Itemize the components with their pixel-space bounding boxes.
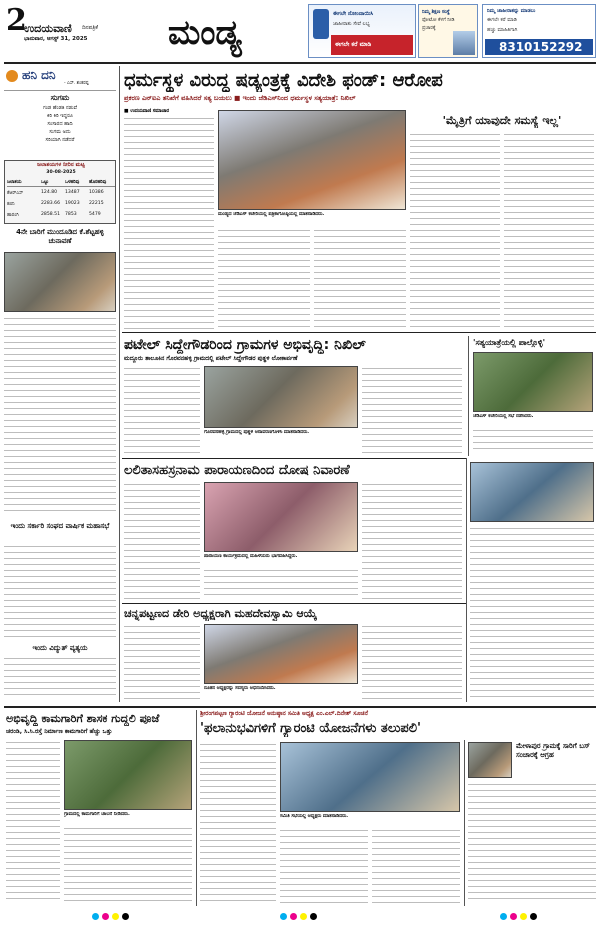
registration-dot: [102, 913, 109, 920]
right-column-body: [470, 526, 594, 702]
lead-photo: [218, 110, 406, 210]
sidebar-story-3-headline: ಇಂದು ವಿದ್ಯುತ್ ವ್ಯತ್ಯಯ: [32, 644, 88, 652]
table-row: [7, 211, 115, 221]
story2-body-col2: [362, 366, 462, 456]
sidebar: [4, 66, 116, 702]
ad1-line3: ಪ್ರಚಾರಕ್ಕೆ: [422, 26, 436, 31]
lead-side-body-col1: [410, 132, 500, 330]
table-cell: ಕಬಿನಿ: [7, 202, 15, 207]
registration-dot: [500, 913, 507, 920]
quote-line-2: ಕಿರಿ ಕಿರಿ ಇದ್ದರೂ: [47, 113, 73, 119]
page-number: 2: [6, 3, 27, 38]
registration-dot: [310, 913, 317, 920]
edition-label: ದಿನಪತ್ರಿಕೆ: [82, 25, 98, 31]
phone-graphic: [313, 9, 329, 39]
bottom-rule: [4, 706, 596, 708]
date-line: ಭಾನುವಾರ, ಆಗಸ್ಟ್ 31, 2025: [24, 36, 88, 42]
registration-dot: [112, 913, 119, 920]
story4-headline: ಚನ್ನಪಟ್ಟಣದ ಡೇರಿ ಅಧ್ಯಕ್ಷರಾಗಿ ಮಹದೇವಸ್ವಾಮಿ ಆಯ್ಕೆ: [124, 607, 317, 620]
sidebar-story-1-photo: [4, 252, 116, 312]
bottom-left-headline: ಅಭಿವೃದ್ಧಿ ಕಾಮಗಾರಿಗೆ ಶಾಸಕ ಗುದ್ದಲಿ ಪೂಜೆ: [6, 712, 160, 725]
story2-side-photo: [473, 352, 593, 412]
table-cell: 7853: [65, 212, 77, 217]
registration-dot: [290, 913, 297, 920]
registration-dot: [530, 913, 537, 920]
story4-photo-caption: ನೂತನ ಅಧ್ಯಕ್ಷರನ್ನು ಸದಸ್ಯರು ಅಭಿನಂದಿಸಿದರು.: [204, 686, 276, 691]
table-row: [7, 189, 115, 199]
registration-marks-right: [500, 913, 537, 920]
center-ad-line2: ಜಾಹೀರಾತು ಸೇವೆ ಲಭ್ಯ: [333, 21, 370, 27]
lead-body-col2: [218, 228, 310, 330]
story2-body-col1: [124, 366, 200, 456]
story3-body-col1: [124, 482, 200, 600]
right-column-divider: [466, 458, 467, 702]
story4-photo: [204, 624, 358, 684]
story2-subhead: ಮದ್ದೂರು ತಾಲೂಕಿನ ಗೊರವನಹಳ್ಳಿ ಗ್ರಾಮದಲ್ಲಿ ಪಟೇಲ್ ಸಿದ್ದೇಗೌಡರ ಪುತ್ಥಳಿ ಲೋಕಾರ್ಪಣೆ: [124, 355, 298, 362]
table-header: ಒಳಹರಿವು: [65, 180, 80, 185]
bottom-mid-caption: ಸಮಿತಿ ಸಭೆಯಲ್ಲಿ ಅಧ್ಯಕ್ಷರು ಮಾತನಾಡಿದರು.: [280, 814, 349, 819]
bottom-mid-body-col1: [200, 742, 276, 904]
lead-body-col1: [124, 116, 214, 330]
bottom-right-photo: [468, 742, 512, 778]
registration-marks-center: [280, 913, 317, 920]
bottom-right-box: [468, 742, 596, 904]
lead-subhead: ಪ್ರಕರಣ ಎನ್‌ಐಎ ತನಿಖೆಗೆ ವಹಿಸಿದರೆ ಸತ್ಯ ಬಯಲು ■ ಇಂದು ಜೆಡಿಎಸ್‌ನಿಂದ ಧರ್ಮಸ್ಥಳ ಸತ್ಯಯಾತ್ರೆ: ನಿಖಿಲ್: [124, 94, 356, 102]
ad2-phone[interactable]: 8310152292: [499, 40, 583, 54]
right-column-photo: [470, 462, 594, 522]
bottom-right-headline: ಮೇಳಾಪುರ ಗ್ರಾಮಕ್ಕೆ ಸಾರಿಗೆ ಬಸ್ ಸಂಚಾರಕ್ಕೆ ಆಗ್ರಹ: [516, 742, 590, 759]
lead-rule: [122, 332, 596, 333]
center-ad[interactable]: [308, 4, 416, 58]
table-header: ಹೊರಹರಿವು: [89, 180, 107, 185]
table-cell: 19023: [65, 201, 80, 206]
table-date: 30-08-2025: [46, 170, 76, 175]
paper-name: ಉದಯವಾಣಿ: [24, 22, 72, 35]
table-row: [7, 200, 115, 210]
table-cell: 2858.51: [41, 212, 60, 217]
story4-body-col1: [124, 624, 200, 702]
registration-dot: [92, 913, 99, 920]
story3-headline: ಲಲಿತಾಸಹಸ್ರನಾಮ ಪಾರಾಯಣದಿಂದ ದೋಷ ನಿವಾರಣೆ: [124, 463, 350, 478]
quote-box: [4, 90, 116, 156]
lead-side-headline: 'ಮೈತ್ರಿಗೆ ಯಾವುದೇ ಸಮಸ್ಯೆ ಇಲ್ಲ': [442, 114, 562, 127]
lead-headline: ಧರ್ಮಸ್ಥಳ ವಿರುದ್ಧ ಷಡ್ಯಂತ್ರಕ್ಕೆ ವಿದೇಶಿ ಫಂಡ್: ಆರೋಪ: [124, 70, 443, 91]
story3-body-col3: [362, 482, 462, 600]
story2-photo-caption: ಗೊರವನಹಳ್ಳಿ ಗ್ರಾಮದಲ್ಲಿ ಪುತ್ಥಳಿ ಅನಾವರಣಗೊಳಿಸಿ ಮಾತನಾಡಿದರು.: [204, 430, 310, 435]
table-cell: 22215: [89, 201, 104, 206]
story2-side-body: [473, 428, 593, 454]
ad1-line1: ನಿಮ್ಮ ಶಿಕ್ಷಣ ಸಂಸ್ಥೆ: [422, 10, 450, 15]
registration-dot: [300, 913, 307, 920]
story3-photo: [204, 482, 358, 552]
ad2-line2: ಈಗಲೇ ಕರೆ ಮಾಡಿ: [487, 17, 517, 23]
lead-photo-caption: ಮಂಡ್ಯದ ಜೆಡಿಎಸ್ ಕಚೇರಿಯಲ್ಲಿ ಪತ್ರಿಕಾಗೋಷ್ಠಿಯಲ್ಲಿ ಮಾತನಾಡಿದರು.: [218, 212, 325, 217]
lead-side-body-col2: [504, 132, 594, 330]
lead-byline: ■ ಉದಯವಾಣಿ ಸಮಾಚಾರ: [124, 109, 170, 114]
story2-photo: [204, 366, 358, 428]
bottom-mid-headline: 'ಫಲಾನುಭವಿಗಳಿಗೆ ಗ್ಯಾರಂಟಿ ಯೋಜನೆಗಳು ತಲುಪಲಿ': [200, 721, 421, 736]
table-header-row: [7, 178, 115, 187]
story3-photo-caption: ಪಾರಾಯಣ ಕಾರ್ಯಕ್ರಮದಲ್ಲಿ ಮಹಿಳೆಯರು ಭಾಗವಹಿಸಿದ್ದರು.: [204, 554, 298, 559]
sidebar-story-1-body: [4, 316, 116, 516]
table-cell: 124.80: [41, 190, 58, 195]
ad1-photo: [453, 31, 475, 55]
ad2-phone-band: [485, 39, 593, 55]
bottom-mid-kicker: ಶ್ರೀರಂಗಪಟ್ಟಣ ಗ್ಯಾರಂಟಿ ಯೋಜನೆ ಅನುಷ್ಠಾನ ಸಮಿತಿ ಅಧ್ಯಕ್ಷ ಎಂ.ಎಲ್.ದಿನೇಶ್ ಸೂಚನೆ: [200, 710, 368, 717]
masthead-rule: [4, 62, 596, 64]
quote-line-1: ಗಂಡ ಹೆಂಡತಿ ನಡುವೆ: [43, 105, 77, 111]
quote-title: ಸುಗಮ: [50, 93, 70, 102]
bottom-divider-2: [464, 740, 465, 906]
sidebar-story-1-headline: 4ನೇ ಬಾರಿಗೆ ಮುಂದೂಡಿದ ಕೆ.ಶೆಟ್ಟಹಳ್ಳಿ ಚುನಾವಣೆ: [16, 228, 104, 245]
brand-icon: [6, 70, 18, 82]
ad1-line2: ಫೋಟೋ ಕೆಳಗೆ ನೀಡಿ: [422, 18, 455, 23]
table-cell: 10386: [89, 190, 104, 195]
center-ad-line1: ಈಗಲೇ ನೋಂದಾಯಿಸಿ: [333, 11, 374, 17]
sidebar-story-2-body: [4, 544, 116, 638]
story3-body-col2: [204, 568, 358, 600]
reservoir-table: [4, 160, 116, 224]
registration-dot: [510, 913, 517, 920]
brand-box: [4, 66, 116, 90]
education-ad[interactable]: [418, 4, 478, 58]
bottom-left-photo: [64, 740, 192, 810]
quote-line-4: ಸುಗಮ ಅದು: [49, 129, 71, 135]
advertise-ad[interactable]: [482, 4, 596, 58]
ad1-line4: ಈಗಲೇ ಕರೆ ಮಾಡಿ: [335, 41, 372, 48]
registration-marks-left: [92, 913, 129, 920]
story4-rule: [122, 603, 466, 604]
sidebar-story-3-body: [4, 656, 116, 700]
registration-dot: [122, 913, 129, 920]
registration-dot: [520, 913, 527, 920]
table-header: ಒಟ್ಟು: [41, 180, 49, 185]
masthead: [0, 0, 600, 62]
lead-body-col3: [314, 228, 406, 330]
bottom-mid-body-col2: [280, 828, 368, 904]
bottom-mid-body-col3: [372, 828, 460, 904]
story2-side-caption: ಜೆಡಿಎಸ್ ಕಚೇರಿಯಲ್ಲಿ ಸಭೆ ನಡೆಸಿದರು.: [473, 414, 534, 419]
ad2-line1: ನಿಮ್ಮ ಜಾಹೀರಾತನ್ನು ಮಾಡಲು: [487, 8, 536, 14]
story2-side-headline: 'ಸತ್ಯಯಾತ್ರೆಯಲ್ಲಿ ಪಾಲ್ಗೊಳ್ಳಿ': [473, 338, 546, 347]
bottom-left-body-col2: [64, 826, 192, 904]
brand-title: ಹನಿ ದನಿ: [22, 68, 56, 82]
registration-dot: [280, 913, 287, 920]
story3-rule: [122, 458, 466, 459]
section-title: ಮಂಡ್ಯ: [168, 13, 242, 53]
bottom-left-subhead: ಚರಂಡಿ, ಸಿ.ಸಿ.ರಸ್ತೆ ನಿರ್ಮಾಣ ಕಾಮಗಾರಿಗೆ ಹೆಚ್ಚು ಒತ್ತು: [6, 728, 113, 735]
table-cell: 13487: [65, 190, 80, 195]
table-title: ಜಲಾಶಯಗಳ ನೀರಿನ ಮಟ್ಟ: [37, 162, 85, 168]
table-header: ಜಲಾಶಯ: [7, 180, 22, 185]
sidebar-story-2-headline: ಇಂದು ಸರ್ಕಾರಿ ಸಂಘದ ವಾರ್ಷಿಕ ಮಹಾಸಭೆ: [10, 522, 110, 530]
quote-line-3: ಸಂಸಾರದ ಹಾದಿ: [47, 121, 73, 127]
table-cell: ಕೆಆರ್‌ಎಸ್: [7, 191, 24, 196]
brand-sub: - ಎಸ್. ಶಂಕರಪ್ಪ: [64, 81, 89, 86]
table-cell: 5479: [89, 212, 101, 217]
center-ad-band: [331, 35, 413, 55]
bottom-left-caption: ಗ್ರಾಮದಲ್ಲಿ ಕಾಮಗಾರಿಗೆ ಚಾಲನೆ ನೀಡಿದರು.: [64, 812, 130, 817]
bottom-left-body-col1: [6, 740, 60, 904]
bottom-mid-photo: [280, 742, 460, 812]
ad2-line3: ಹಚ್ಚು ಮಾಹಿತಿಗಾಗಿ: [487, 27, 518, 33]
bottom-right-body: [468, 782, 596, 904]
sidebar-divider: [119, 66, 120, 702]
story2-headline: ಪಟೇಲ್ ಸಿದ್ದೇಗೌಡರಿಂದ ಗ್ರಾಮಗಳ ಅಭಿವೃದ್ಧಿ: ನಿಖಿಲ್: [124, 337, 366, 353]
story4-body-col2: [362, 624, 462, 702]
table-cell: 2283.66: [41, 201, 60, 206]
bottom-divider-1: [196, 710, 197, 906]
table-cell: ಹಾರಂಗಿ: [7, 213, 19, 218]
quote-line-5: ಸರಿಯಾಗಿ ನಡೆದರೆ: [45, 137, 75, 143]
story2-side-box: [468, 336, 594, 456]
